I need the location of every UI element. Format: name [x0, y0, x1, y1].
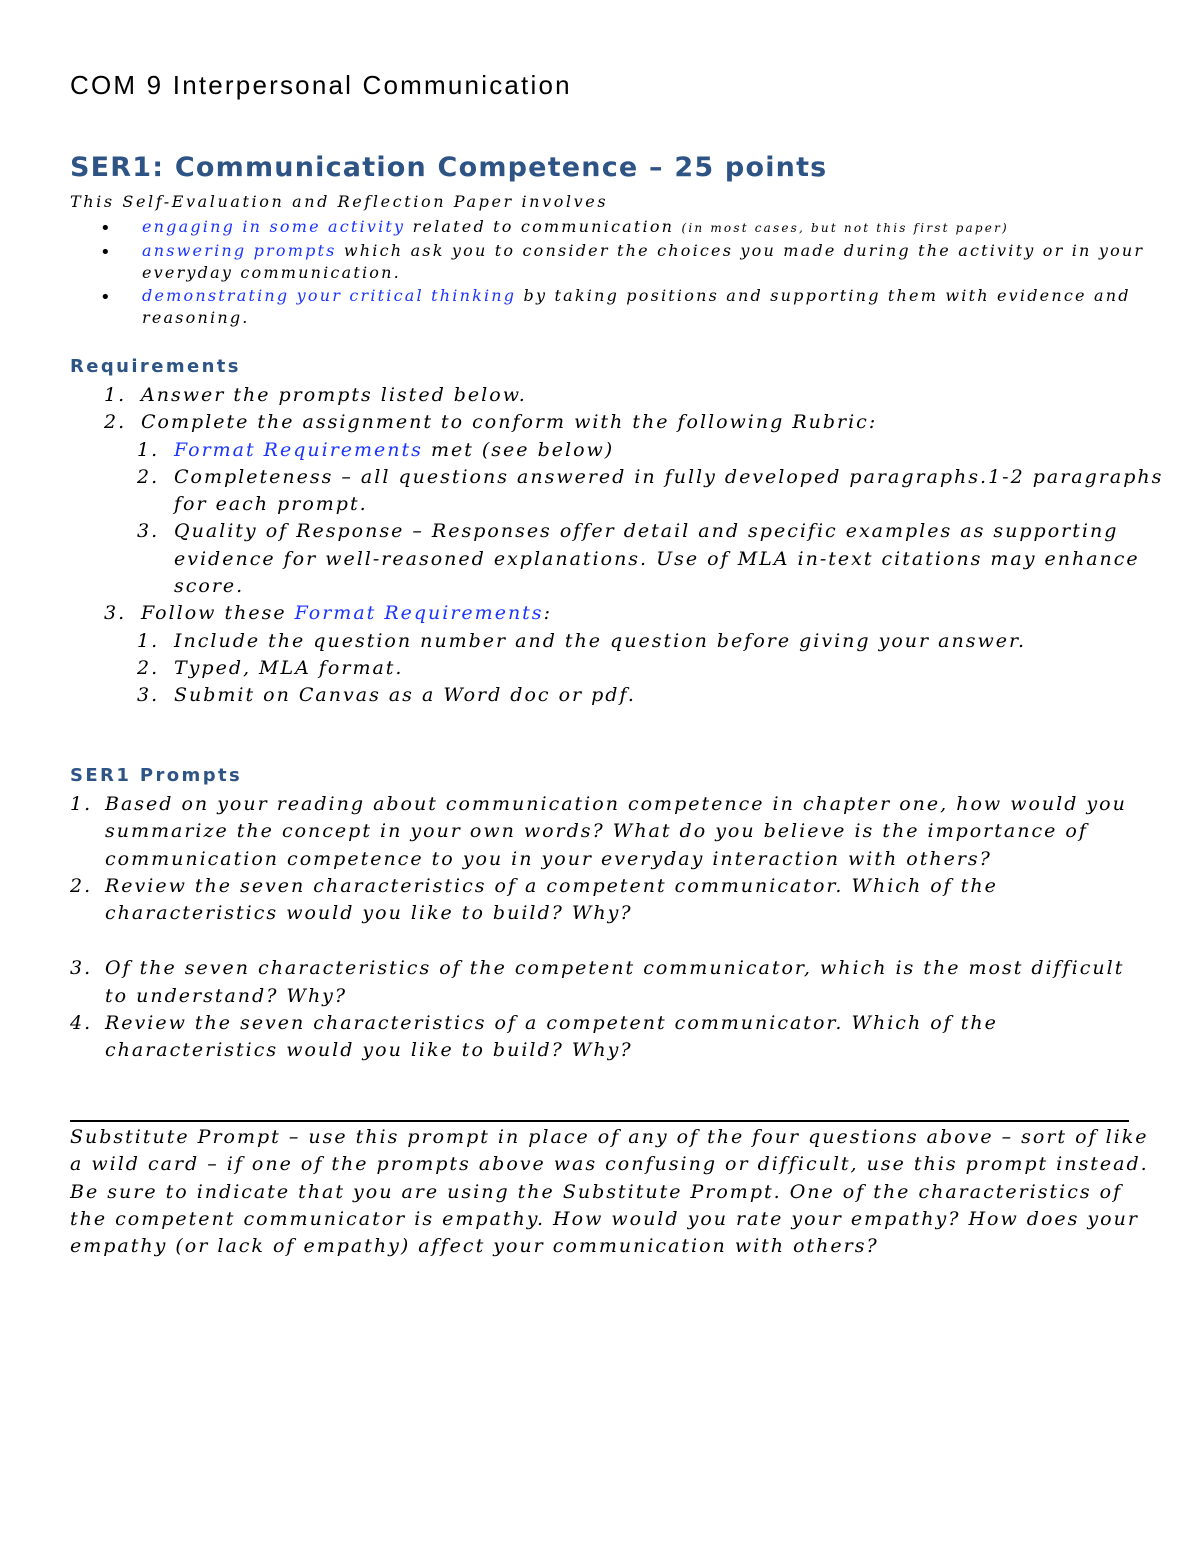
requirement-text: Complete the assignment to conform with the following Rubric:: [141, 411, 878, 434]
bullet-text: which ask you to consider the choices you made during the activity or in your everyday communication.: [142, 240, 1145, 282]
prompt-item: [70, 955, 1140, 1010]
format-number: 2.: [137, 656, 160, 679]
prompt-text: Review the seven characteristics of a competent communicator. Which of the characteristics would you like to build? Why?: [105, 1012, 998, 1062]
horizontal-rule: [70, 1120, 1129, 1122]
rubric-number: 3.: [137, 520, 160, 543]
rubric-text: Completeness – all questions answered in fully developed paragraphs.1-2 paragraphs for each prompt.: [174, 465, 1164, 516]
bullet-text: by taking positions and supporting them with evidence and reasoning.: [142, 285, 1131, 327]
format-sublist: [137, 628, 1164, 710]
requirements-list: [104, 382, 1164, 710]
prompt-text: Review the seven characteristics of a competent communicator. Which of the characteristics would you like to build? Why?: [105, 874, 998, 925]
rubric-number: 1.: [137, 438, 160, 461]
prompt-number: 3.: [70, 957, 93, 980]
substitute-prompt: Substitute Prompt – use this prompt in place of any of the four questions above – sort of like a wild card – if one of the prompts above was confusing or difficult, use this prompt instead. Be sure to indicate that you are using the Substitute Prompt. One of the characteristics of the competent communicator is empathy. How would you rate your empathy? How does your empathy (or lack of empathy) affect your communication with others?: [70, 1126, 1149, 1258]
requirement-number: 3.: [104, 602, 127, 625]
bullet-note: (in most cases, but not this first paper): [681, 221, 1009, 235]
requirement-item: [104, 382, 1164, 409]
format-text: Typed, MLA format.: [174, 656, 404, 679]
bullet-item: [100, 216, 1160, 240]
rubric-item: [137, 437, 1164, 464]
prompt-number: 1.: [70, 793, 93, 815]
bullet-icon: •: [100, 241, 113, 263]
requirement-number: 1.: [104, 384, 127, 406]
bullet-icon: •: [100, 218, 113, 239]
requirement-text: :: [543, 602, 552, 625]
prompt-number: 2.: [70, 874, 93, 897]
prompt-item: [70, 1010, 1140, 1065]
format-text: Submit on Canvas as a Word doc or pdf.: [174, 684, 636, 707]
prompt-item: [70, 791, 1140, 873]
blank-line: [70, 927, 1140, 955]
prompts-heading: SER1 Prompts: [70, 765, 243, 786]
rubric-number: 2.: [137, 465, 160, 488]
bullet-highlight: answering prompts: [142, 240, 337, 260]
format-number: 1.: [137, 629, 160, 652]
format-item: [137, 628, 1164, 655]
rubric-item: [137, 464, 1164, 519]
bullet-item: [100, 285, 1160, 330]
bullet-text: related to communication: [405, 217, 682, 236]
format-requirements-link[interactable]: Format Requirements: [294, 602, 544, 625]
prompt-text: Of the seven characteristics of the competent communicator, which is the most difficult to understand? Why?: [105, 957, 1125, 1007]
requirement-item: [104, 409, 1164, 436]
format-item: [137, 655, 1164, 682]
format-number: 3.: [137, 684, 160, 707]
rubric-sublist: [137, 437, 1164, 601]
rubric-text: met (see below): [422, 438, 615, 461]
assignment-title: SER1: Communication Competence – 25 points: [70, 152, 828, 183]
requirement-item: [104, 600, 1164, 627]
course-title: COM 9 Interpersonal Communication: [70, 70, 572, 100]
prompts-list: [70, 791, 1140, 1065]
bullet-highlight: engaging in some activity: [142, 217, 406, 236]
intro-lead: This Self-Evaluation and Reflection Paper involves: [70, 192, 609, 211]
prompt-number: 4.: [70, 1012, 93, 1035]
rubric-item: [137, 518, 1164, 600]
format-requirements-link[interactable]: Format Requirements: [174, 438, 423, 461]
prompt-text: Based on your reading about communication competence in chapter one, how would you summarize the concept in your own words? What do you believe is the importance of communication competence to you in your everyday interaction with others?: [105, 793, 1127, 870]
rubric-text: Quality of Response – Responses offer detail and specific examples as supporting evidence for well-reasoned explanations. Use of MLA in-text citations may enhance score.: [174, 520, 1140, 598]
requirements-heading: Requirements: [70, 356, 241, 377]
prompt-item: [70, 873, 1140, 928]
bullet-highlight: demonstrating your critical thinking: [142, 285, 517, 305]
requirement-text: Answer the prompts listed below.: [141, 384, 527, 406]
requirement-text: Follow these: [141, 602, 295, 625]
format-item: [137, 682, 1164, 709]
bullet-icon: •: [100, 286, 113, 308]
requirement-number: 2.: [104, 411, 127, 434]
intro-bullet-list: [100, 216, 1160, 330]
bullet-item: [100, 240, 1160, 285]
format-text: Include the question number and the question before giving your answer.: [174, 629, 1027, 652]
